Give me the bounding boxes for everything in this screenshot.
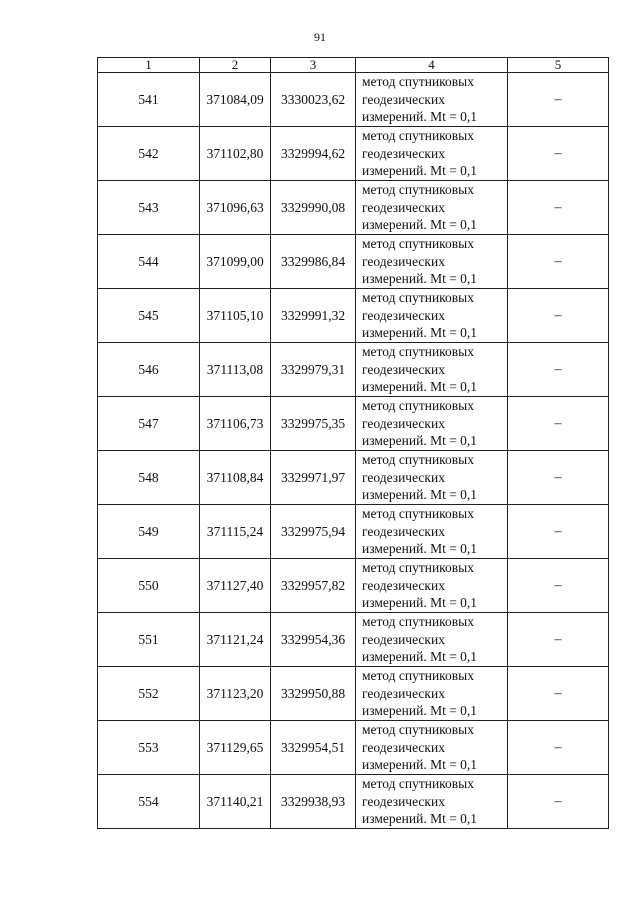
method-cell [356, 451, 508, 505]
method-line: измерений. Mt = 0,1 [362, 703, 478, 719]
method-cell [356, 775, 508, 829]
method-cell [356, 343, 508, 397]
x-coordinate-cell: 371140,21 [200, 775, 271, 829]
y-coordinate-cell: 3329950,88 [271, 667, 356, 721]
method-cell [356, 721, 508, 775]
method-line: метод спутниковых [362, 452, 474, 468]
point-number-cell: 551 [98, 613, 200, 667]
x-coordinate-cell: 371084,09 [200, 73, 271, 127]
x-coordinate-cell: 371102,80 [200, 127, 271, 181]
x-coordinate-cell: 371106,73 [200, 397, 271, 451]
point-number-cell: 547 [98, 397, 200, 451]
note-cell: – [508, 451, 609, 505]
note-cell: – [508, 613, 609, 667]
x-coordinate-cell: 371108,84 [200, 451, 271, 505]
method-line: измерений. Mt = 0,1 [362, 757, 478, 773]
method-line: метод спутниковых [362, 290, 474, 306]
y-coordinate-cell: 3329957,82 [271, 559, 356, 613]
point-number-cell: 543 [98, 181, 200, 235]
y-coordinate-cell: 3329994,62 [271, 127, 356, 181]
method-line: геодезических [362, 631, 445, 647]
point-number-cell: 548 [98, 451, 200, 505]
method-line: метод спутниковых [362, 182, 474, 198]
note-cell: – [508, 343, 609, 397]
note-cell: – [508, 181, 609, 235]
table-row [98, 667, 609, 721]
method-line: метод спутниковых [362, 560, 474, 576]
y-coordinate-cell: 3329990,08 [271, 181, 356, 235]
method-cell [356, 73, 508, 127]
point-number-cell: 542 [98, 127, 200, 181]
method-line: геодезических [362, 307, 445, 323]
table-row [98, 613, 609, 667]
method-line: измерений. Mt = 0,1 [362, 541, 478, 557]
x-coordinate-cell: 371129,65 [200, 721, 271, 775]
method-line: измерений. Mt = 0,1 [362, 595, 478, 611]
point-number-cell: 550 [98, 559, 200, 613]
note-cell: – [508, 289, 609, 343]
method-line: измерений. Mt = 0,1 [362, 433, 478, 449]
method-line: измерений. Mt = 0,1 [362, 649, 478, 665]
point-number-cell: 541 [98, 73, 200, 127]
method-line: измерений. Mt = 0,1 [362, 163, 478, 179]
method-line: метод спутниковых [362, 614, 474, 630]
method-line: измерений. Mt = 0,1 [362, 379, 478, 395]
note-cell: – [508, 397, 609, 451]
table-row [98, 451, 609, 505]
y-coordinate-cell: 3330023,62 [271, 73, 356, 127]
y-coordinate-cell: 3329979,31 [271, 343, 356, 397]
method-line: измерений. Mt = 0,1 [362, 487, 478, 503]
method-cell [356, 289, 508, 343]
column-header: 1 [98, 58, 200, 73]
note-cell: – [508, 667, 609, 721]
method-line: измерений. Mt = 0,1 [362, 325, 478, 341]
method-line: измерений. Mt = 0,1 [362, 271, 478, 287]
page-number: 91 [314, 30, 326, 44]
method-line: метод спутниковых [362, 74, 474, 90]
point-number-cell: 553 [98, 721, 200, 775]
method-line: геодезических [362, 577, 445, 593]
method-line: геодезических [362, 91, 445, 107]
table-row [98, 397, 609, 451]
point-number-cell: 552 [98, 667, 200, 721]
method-line: измерений. Mt = 0,1 [362, 217, 478, 233]
table-header-row [98, 58, 609, 73]
method-line: геодезических [362, 739, 445, 755]
method-line: метод спутниковых [362, 722, 474, 738]
method-cell [356, 181, 508, 235]
method-line: геодезических [362, 145, 445, 161]
x-coordinate-cell: 371127,40 [200, 559, 271, 613]
x-coordinate-cell: 371105,10 [200, 289, 271, 343]
coordinates-table [97, 57, 609, 829]
method-line: измерений. Mt = 0,1 [362, 811, 478, 827]
note-cell: – [508, 559, 609, 613]
method-line: метод спутниковых [362, 506, 474, 522]
point-number-cell: 546 [98, 343, 200, 397]
method-line: геодезических [362, 415, 445, 431]
method-cell [356, 127, 508, 181]
y-coordinate-cell: 3329975,35 [271, 397, 356, 451]
method-line: метод спутниковых [362, 776, 474, 792]
x-coordinate-cell: 371096,63 [200, 181, 271, 235]
method-line: геодезических [362, 253, 445, 269]
y-coordinate-cell: 3329938,93 [271, 775, 356, 829]
table-row [98, 505, 609, 559]
y-coordinate-cell: 3329954,51 [271, 721, 356, 775]
y-coordinate-cell: 3329954,36 [271, 613, 356, 667]
table-row [98, 127, 609, 181]
y-coordinate-cell: 3329975,94 [271, 505, 356, 559]
note-cell: – [508, 127, 609, 181]
point-number-cell: 544 [98, 235, 200, 289]
y-coordinate-cell: 3329986,84 [271, 235, 356, 289]
table-row [98, 73, 609, 127]
column-header: 4 [356, 58, 508, 73]
note-cell: – [508, 721, 609, 775]
method-cell [356, 235, 508, 289]
note-cell: – [508, 505, 609, 559]
x-coordinate-cell: 371123,20 [200, 667, 271, 721]
x-coordinate-cell: 371099,00 [200, 235, 271, 289]
x-coordinate-cell: 371113,08 [200, 343, 271, 397]
method-line: геодезических [362, 199, 445, 215]
method-line: метод спутниковых [362, 344, 474, 360]
method-cell [356, 613, 508, 667]
method-line: геодезических [362, 361, 445, 377]
x-coordinate-cell: 371121,24 [200, 613, 271, 667]
note-cell: – [508, 73, 609, 127]
y-coordinate-cell: 3329991,32 [271, 289, 356, 343]
point-number-cell: 545 [98, 289, 200, 343]
method-line: метод спутниковых [362, 668, 474, 684]
x-coordinate-cell: 371115,24 [200, 505, 271, 559]
table-row [98, 721, 609, 775]
y-coordinate-cell: 3329971,97 [271, 451, 356, 505]
column-header: 3 [271, 58, 356, 73]
point-number-cell: 549 [98, 505, 200, 559]
column-header: 5 [508, 58, 609, 73]
table-row [98, 343, 609, 397]
note-cell: – [508, 235, 609, 289]
table-row [98, 181, 609, 235]
method-cell [356, 505, 508, 559]
point-number-cell: 554 [98, 775, 200, 829]
table-row [98, 559, 609, 613]
table-row [98, 775, 609, 829]
method-line: геодезических [362, 469, 445, 485]
method-cell [356, 667, 508, 721]
column-header: 2 [200, 58, 271, 73]
method-cell [356, 559, 508, 613]
method-cell [356, 397, 508, 451]
table-row [98, 289, 609, 343]
method-line: метод спутниковых [362, 128, 474, 144]
note-cell: – [508, 775, 609, 829]
method-line: геодезических [362, 793, 445, 809]
method-line: метод спутниковых [362, 398, 474, 414]
table-row [98, 235, 609, 289]
method-line: измерений. Mt = 0,1 [362, 109, 478, 125]
method-line: геодезических [362, 685, 445, 701]
method-line: геодезических [362, 523, 445, 539]
method-line: метод спутниковых [362, 236, 474, 252]
